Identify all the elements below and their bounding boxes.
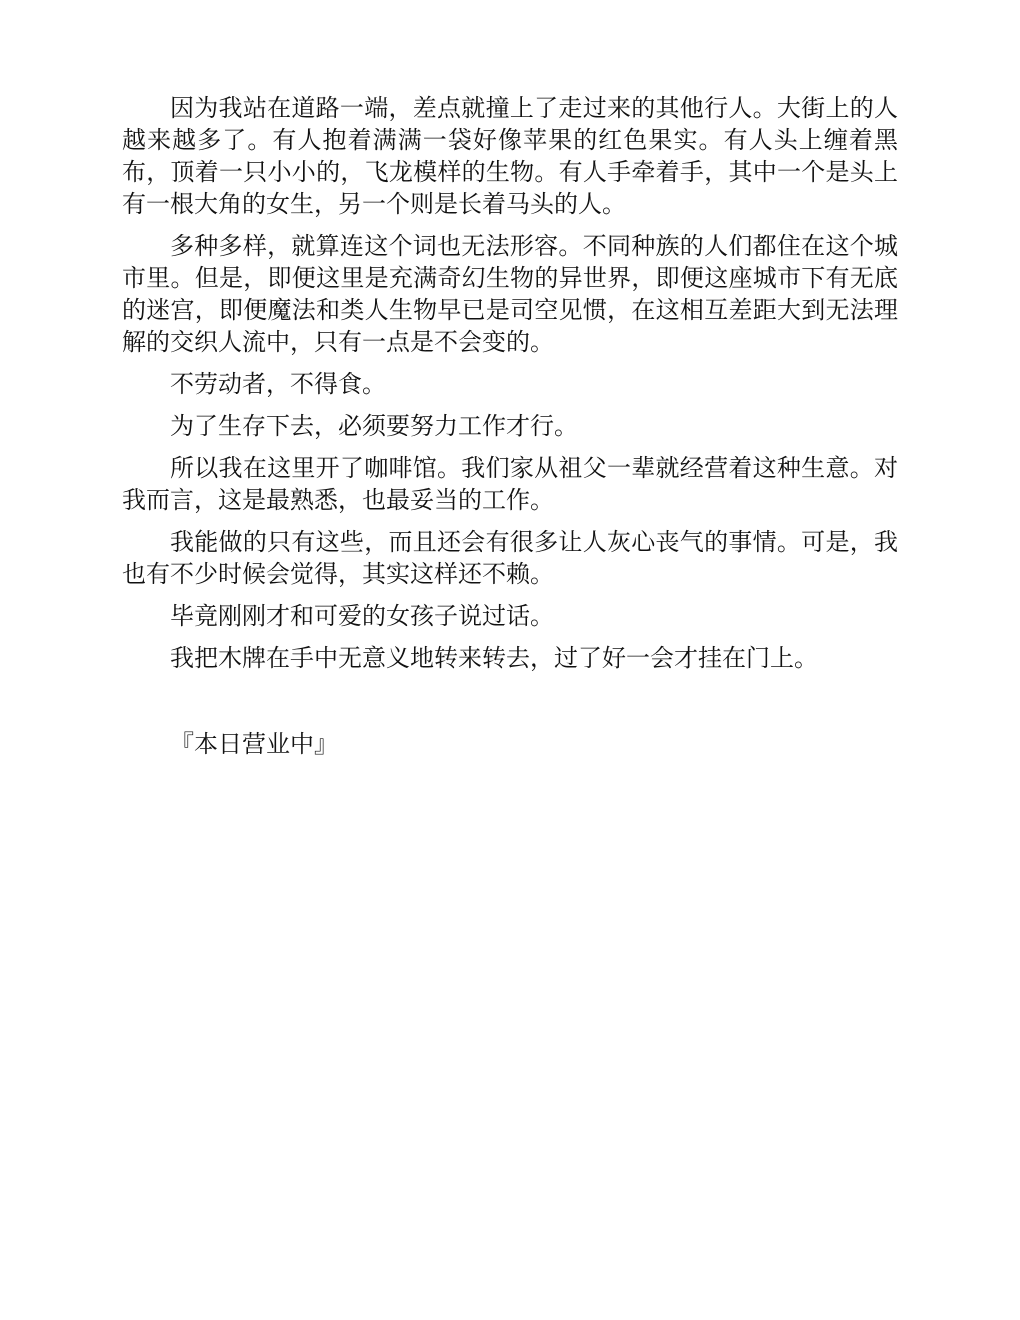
paragraph-2: 多种多样，就算连这个词也无法形容。不同种族的人们都住在这个城市里。但是，即便这里是充满奇幻生物的异世界，即便这座城市下有无底的迷宫，即便魔法和类人生物早已是司空见惯，在这相互差距大到无法理解的交织人流中，只有一点是不会变的。: [122, 232, 898, 356]
paragraph-3: 不劳动者，不得食。: [170, 370, 386, 398]
paragraph-4: 为了生存下去，必须要努力工作才行。: [170, 412, 578, 440]
paragraph-8: 我把木牌在手中无意义地转来转去，过了好一会才挂在门上。: [170, 644, 818, 672]
paragraph-6: 我能做的只有这些，而且还会有很多让人灰心丧气的事情。可是，我也有不少时候会觉得，其实这样还不赖。: [122, 528, 898, 588]
paragraph-7: 毕竟刚刚才和可爱的女孩子说过话。: [170, 602, 554, 630]
document-page: [122, 92, 898, 760]
paragraph-1: 因为我站在道路一端，差点就撞上了走过来的其他行人。大街上的人越来越多了。有人抱着满满一袋好像苹果的红色果实。有人头上缠着黑布，顶着一只小小的，飞龙模样的生物。有人手牵着手，其中一个是头上有一根大角的女生，另一个则是长着马头的人。: [122, 94, 898, 218]
paragraph-5: 所以我在这里开了咖啡馆。我们家从祖父一辈就经营着这种生意。对我而言，这是最熟悉，也最妥当的工作。: [122, 454, 898, 514]
shop-sign-text: 『本日营业中』: [170, 730, 338, 758]
